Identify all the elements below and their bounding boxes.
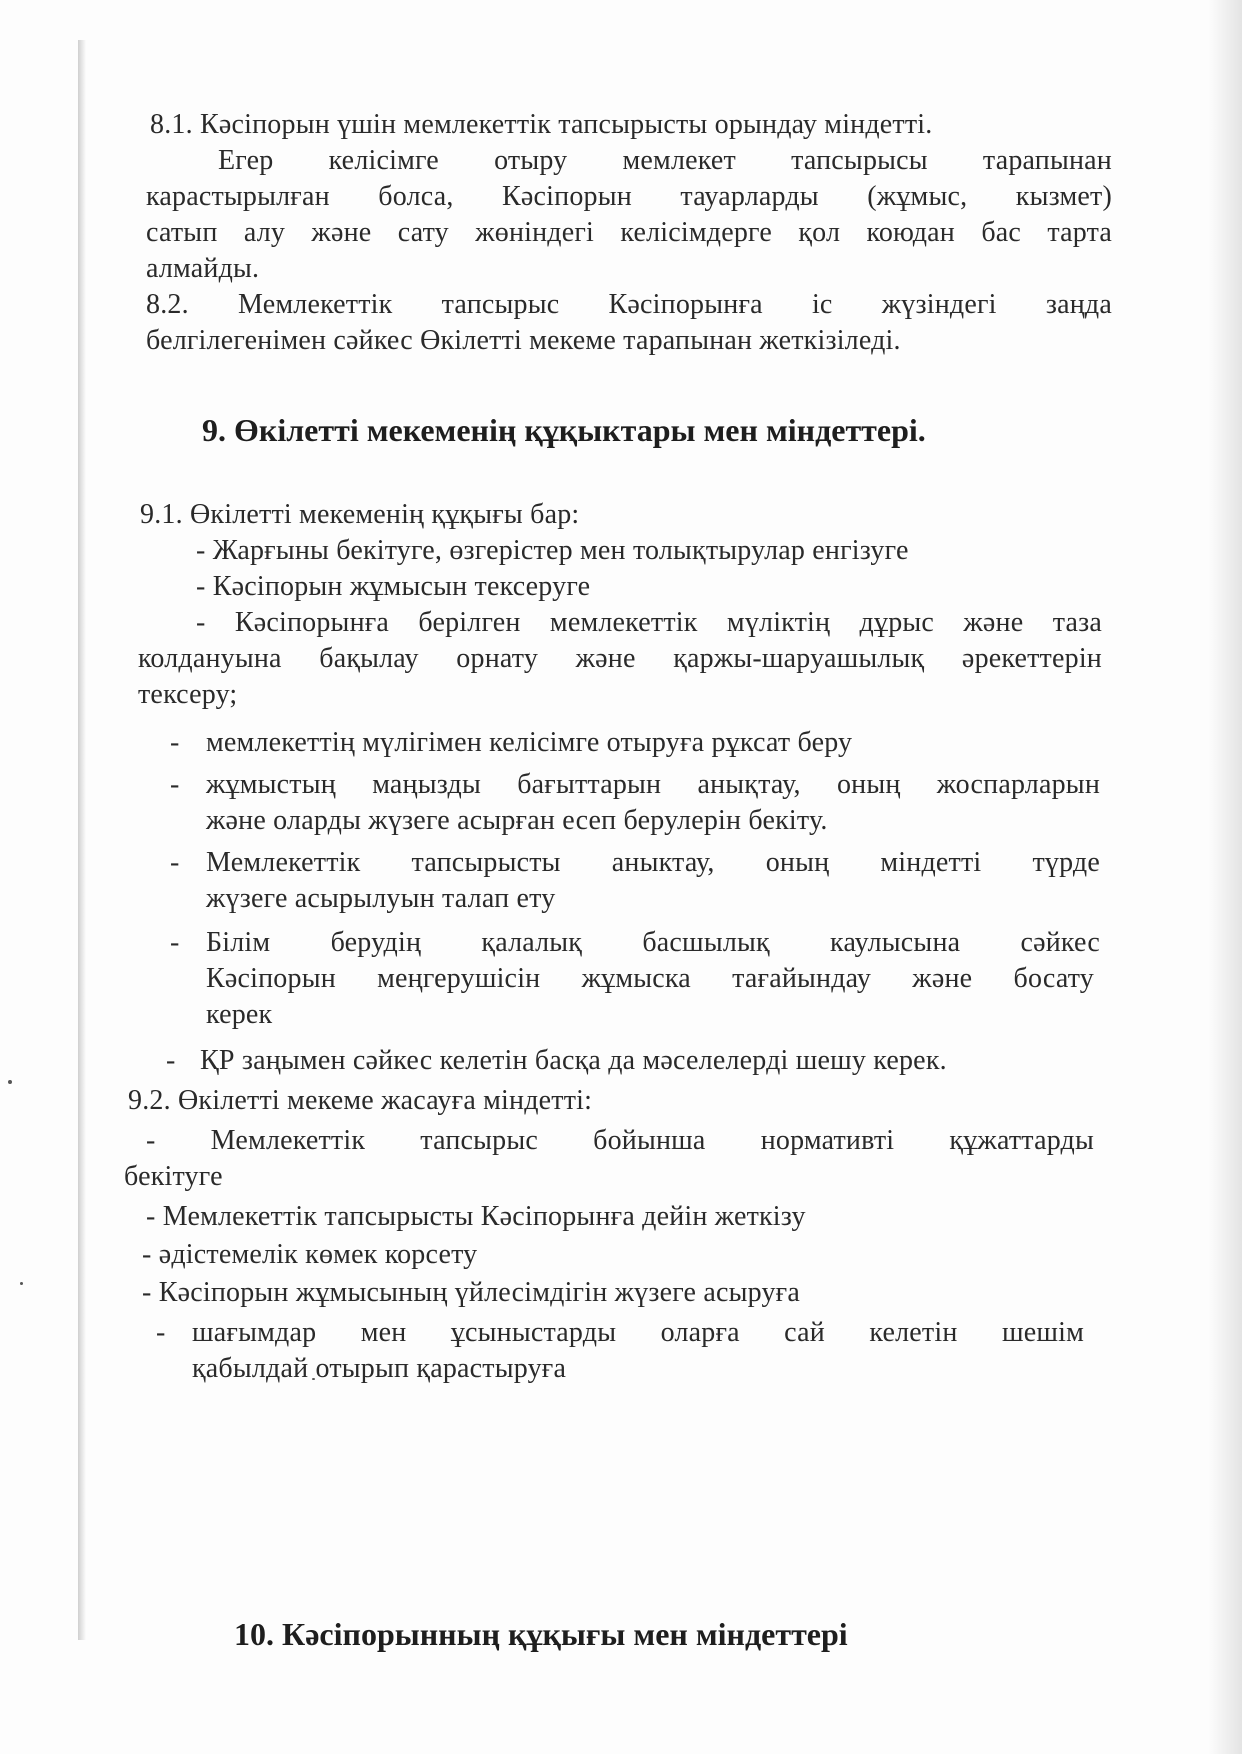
paragraph-8-2-line: белгілегенімен сәйкес Өкілетті мекеме тарапынан жеткізіледі. — [146, 325, 901, 356]
paragraph-9-1-title: 9.1. Өкілетті мекеменің құқығы бар: — [140, 499, 580, 530]
bullet-item: Мемлекеттік тапсырысты аныктау, оның міндетті түрде — [206, 847, 1100, 878]
scan-edge-left — [78, 40, 86, 1640]
list-item-continuation: тексеру; — [138, 679, 238, 710]
scan-edge-right — [1208, 0, 1242, 1754]
paragraph-8-1-line: сатып алу және сату жөніндегі келісімдерге қол коюдан бас тарта — [146, 217, 1112, 248]
scan-speck — [20, 1282, 23, 1285]
bullet-dash: - — [170, 769, 180, 800]
bullet-dash: - — [170, 727, 180, 758]
list-item: - әдістемелік көмек корсету — [142, 1239, 478, 1270]
paragraph-8-2-line: 8.2. Мемлекеттік тапсырыс Кәсіпорынға іс жүзіндегі заңда — [146, 289, 1112, 320]
bullet-item: жұмыстың маңызды бағыттарын анықтау, оның жоспарларын — [206, 769, 1100, 800]
list-item-continuation: колдануына бақылау орнату және қаржы-шаруашылық әрекеттерін — [138, 643, 1102, 674]
bullet-dash: - — [170, 847, 180, 878]
list-item: - Кәсіпорын жұмысының үйлесімдігін жүзеге асыруға — [142, 1277, 800, 1308]
bullet-dash: - — [156, 1317, 166, 1348]
list-item-continuation: бекітуге — [124, 1161, 223, 1192]
paragraph-9-2-title: 9.2. Өкілетті мекеме жасауға міндетті: — [128, 1085, 593, 1116]
scan-speck — [8, 1080, 12, 1084]
bullet-item: ҚР заңымен сәйкес келетін басқа да мәселелерді шешу керек. — [200, 1045, 947, 1076]
bullet-dash: - — [166, 1045, 176, 1076]
paragraph-8-1-line: алмайды. — [146, 253, 260, 284]
list-item: - Мемлекеттік тапсырыс бойынша нормативті құжаттарды — [146, 1125, 1094, 1156]
paragraph-8-1-title: 8.1. Кәсіпорын үшін мемлекеттік тапсырысты орындау міндетті. — [150, 109, 933, 140]
list-item: - Мемлекеттік тапсырысты Кәсіпорынға дейін жеткізу — [146, 1201, 806, 1232]
bullet-item: Білім берудің қалалық басшылық каулысына сәйкес — [206, 927, 1100, 958]
list-item: - Кәсіпорынға берілген мемлекеттік мүліктің дұрыс және таза — [196, 607, 1102, 638]
list-item-continuation: қабылдай отырып қарастыруға — [192, 1353, 567, 1384]
bullet-dash: - — [170, 927, 180, 958]
bullet-item-continuation: керек — [206, 999, 273, 1030]
bullet-item: мемлекеттің мүлігімен келісімге отыруға рұксат беру — [206, 727, 853, 758]
list-item: - Кәсіпорын жұмысын тексеруге — [196, 571, 591, 602]
bullet-item-continuation: жүзеге асырылуын талап ету — [206, 883, 556, 914]
paragraph-8-1-line: карастырылған болса, Кәсіпорын тауарларды (жұмыс, кызмет) — [146, 181, 1112, 212]
list-item: шағымдар мен ұсыныстарды оларға сай келетін шешім — [192, 1317, 1084, 1348]
bullet-item-continuation: Кәсіпорын меңгерушісін жұмыска тағайындау және босату — [206, 963, 1094, 994]
list-item: - Жарғыны бекітуге, өзгерістер мен толықтырулар енгізуге — [196, 535, 909, 566]
section-10-heading: 10. Кәсіпорынның құқығы мен міндеттері — [234, 1616, 848, 1652]
section-9-heading: 9. Өкілетті мекеменің құқыктары мен міндеттері. — [202, 412, 926, 448]
bullet-item-continuation: және оларды жүзеге асырған есеп берулерін бекіту. — [206, 805, 828, 836]
paragraph-8-1-line: Егер келісімге отыру мемлекет тапсырысы тарапынан — [218, 145, 1112, 176]
